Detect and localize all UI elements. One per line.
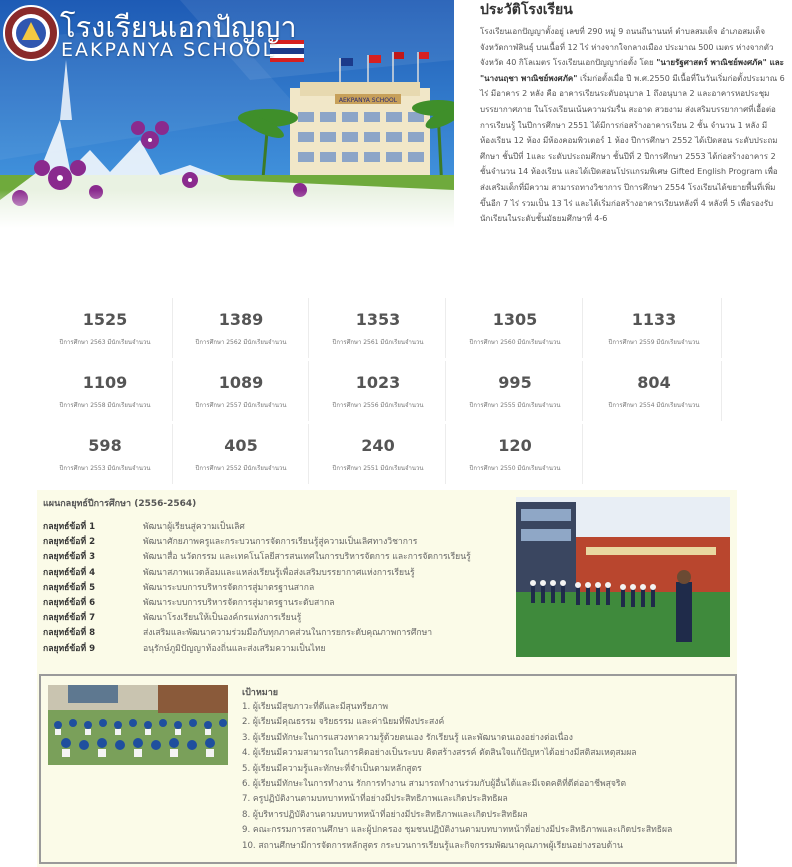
goal-item: 8. ผู้บริหารปฏิบัติงานตามบทบาทหน้าที่อย่างมีประสิทธิภาพและเกิดประสิทธิผล xyxy=(242,809,528,820)
student-count-card xyxy=(174,424,309,484)
strategy-item-number: กลยุทธ์ข้อที่ 5 xyxy=(43,582,96,593)
student-count-card xyxy=(38,361,173,421)
student-count-number: 240 xyxy=(361,436,395,455)
goal-item: 5. ผู้เรียนมีความรู้และทักษะที่จำเป็นตามหลักสูตร xyxy=(242,763,422,774)
strategy-item-text: อนุรักษ์ภูมิปัญญาท้องถิ่นและส่งเสริมความเป็นไทย xyxy=(143,643,326,654)
student-count-card xyxy=(38,298,173,358)
strategy-title: แผนกลยุทธ์ปีการศึกษา (2556-2564) xyxy=(43,499,197,509)
student-count-number: 1133 xyxy=(631,310,677,329)
student-count-card xyxy=(311,361,446,421)
strategy-item xyxy=(43,535,417,549)
student-count-label: ปีการศึกษา 2562 มีนักเรียนจำนวน xyxy=(195,339,287,346)
school-name-english: EAKPANYA SCHOOL xyxy=(61,39,276,61)
goal-item: 3. ผู้เรียนมีทักษะในการแสวงหาความรู้ด้วยตนเอง รักเรียนรู้ และพัฒนาตนเองอย่างต่อเนื่อง xyxy=(242,732,573,743)
goal-item: 7. ครูปฏิบัติงานตามบทบาทหน้าที่อย่างมีประสิทธิภาพและเกิดประสิทธิผล xyxy=(242,794,508,805)
student-count-number: 995 xyxy=(498,373,532,392)
student-count-number: 1023 xyxy=(355,373,401,392)
student-count-number: 1305 xyxy=(492,310,538,329)
strategy-item-text: พัฒนาโรงเรียนให้เป็นองค์กรแห่งการเรียนรู้ xyxy=(143,613,302,624)
student-count-number: 1525 xyxy=(82,310,128,329)
student-count-card xyxy=(448,424,583,484)
student-count-number: 1109 xyxy=(82,373,128,392)
student-count-label: ปีการศึกษา 2559 มีนักเรียนจำนวน xyxy=(608,339,700,346)
student-count-label: ปีการศึกษา 2550 มีนักเรียนจำนวน xyxy=(469,465,561,472)
student-count-label: ปีการศึกษา 2553 มีนักเรียนจำนวน xyxy=(59,465,151,472)
goal-item: 9. คณะกรรมการสถานศึกษา และผู้ปกครอง ชุมชนปฏิบัติงานตามบทบาทหน้าที่อย่างมีประสิทธิภาพและเกิดประสิทธิผล xyxy=(242,825,673,836)
student-count-number: 598 xyxy=(88,436,122,455)
strategy-item-text: พัฒนาผู้เรียนสู่ความเป็นเลิศ xyxy=(143,522,245,532)
strategy-item-text: พัฒนาระบบการบริหารจัดการสู่มาตรฐานระดับสากล xyxy=(143,598,335,608)
student-count-number: 1389 xyxy=(218,310,264,329)
strategy-item-number: กลยุทธ์ข้อที่ 7 xyxy=(43,613,96,624)
history-section xyxy=(480,0,786,227)
student-count-card xyxy=(448,298,583,358)
student-count-number: 120 xyxy=(498,436,532,455)
students-photo xyxy=(48,685,228,765)
building-sign: AEKPANYA SCHOOL xyxy=(338,97,398,104)
assembly-photo xyxy=(516,497,730,657)
strategy-item-number: กลยุทธ์ข้อที่ 9 xyxy=(43,643,96,654)
goal-item: 4. ผู้เรียนมีความสามารถในการคิดอย่างเป็นระบบ คิดสร้างสรรค์ ตัดสินใจแก้ปัญหาได้อย่างมีสติสมเหตุสมผล xyxy=(242,748,637,759)
strategy-item xyxy=(43,520,245,534)
goals-frame xyxy=(39,674,737,864)
strategy-item-number: กลยุทธ์ข้อที่ 2 xyxy=(43,537,96,548)
strategy-item xyxy=(43,596,335,610)
strategy-item xyxy=(43,626,432,640)
student-count-label: ปีการศึกษา 2556 มีนักเรียนจำนวน xyxy=(332,402,424,409)
strategy-item xyxy=(43,566,415,580)
history-title: ประวัติโรงเรียน xyxy=(480,2,573,18)
student-count-card xyxy=(38,424,173,484)
goal-item: 10. สถานศึกษามีการจัดการหลักสูตร กระบวนการเรียนรู้และกิจกรรมพัฒนาคุณภาพผู้เรียนอย่างรอบด้าน xyxy=(242,840,623,851)
student-count-card xyxy=(174,298,309,358)
student-count-label: ปีการศึกษา 2555 มีนักเรียนจำนวน xyxy=(469,402,561,409)
student-count-number: 405 xyxy=(224,436,258,455)
student-count-label: ปีการศึกษา 2563 มีนักเรียนจำนวน xyxy=(59,339,151,346)
goal-item: 2. ผู้เรียนมีคุณธรรม จริยธรรม และค่านิยมที่พึงประสงค์ xyxy=(242,717,445,728)
student-count-label: ปีการศึกษา 2554 มีนักเรียนจำนวน xyxy=(608,402,700,409)
student-count-number: 1353 xyxy=(355,310,401,329)
strategy-item xyxy=(43,581,314,595)
student-count-number: 804 xyxy=(637,373,671,392)
goal-item: 6. ผู้เรียนมีทักษะในการทำงาน รักการทำงาน สามารถทำงานร่วมกับผู้อื่นได้และมีเจตคติที่ดีต่ออาชีพสุจริต xyxy=(242,779,627,789)
strategy-item-number: กลยุทธ์ข้อที่ 8 xyxy=(43,628,96,639)
strategy-item-number: กลยุทธ์ข้อที่ 4 xyxy=(43,567,96,578)
student-count-card xyxy=(311,298,446,358)
goal-item: 1. ผู้เรียนมีสุขภาวะที่ดีและมีสุนทรียภาพ xyxy=(242,702,389,712)
history-founders: "นายรัฐศาสตร์ พาณิชย์พงศภัค" และ "นางนฤชา พาณิชย์พงศภัค" xyxy=(480,58,784,83)
strategy-item-text: พัฒนาระบบการบริหารจัดการสู่มาตรฐานสากล xyxy=(143,582,315,593)
history-text xyxy=(480,24,786,227)
student-count-card xyxy=(587,298,722,358)
strategy-item-text: พัฒนาสภาพแวดล้อมและแหล่งเรียนรู้เพื่อส่งเสริมบรรยากาศแห่งการเรียนรู้ xyxy=(143,567,415,578)
student-count-label: ปีการศึกษา 2560 มีนักเรียนจำนวน xyxy=(469,339,561,346)
student-count-label: ปีการศึกษา 2558 มีนักเรียนจำนวน xyxy=(59,402,151,409)
strategy-item-number: กลยุทธ์ข้อที่ 1 xyxy=(43,522,96,532)
history-text-part-1: โรงเรียนเอกปัญญาตั้งอยู่ เลขที่ 290 หมู่ 9 ถนนถีนานนท์ ตำบลสมเด็จ อำเภอสมเด็จ จังหวัดกาฬสินธุ์ บนเนื้อที่ 12 ไร่ ห่างจากใจกลางเมือง ประมาณ 500 เมตร ห่างจากตัวจังหวัด 40 กิโลเมตร โรงเรียนเอกปัญญาก่อตั้ง โดย xyxy=(480,27,774,68)
student-count-card xyxy=(587,361,722,421)
strategy-item-text: พัฒนาศักยภาพครูและกระบวนการจัดการเรียนรู้สู่ความเป็นเลิศทางวิชาการ xyxy=(143,537,418,548)
strategy-item-number: กลยุทธ์ข้อที่ 3 xyxy=(43,552,96,563)
strategy-item xyxy=(43,611,301,625)
strategy-item xyxy=(43,642,326,656)
history-text-part-2: เริ่มก่อตั้งเมื่อ ปี พ.ศ.2550 มีเนื้อที่ในวันเริ่มก่อตั้งประมาณ 6 ไร่ มีอาคาร 2 หลัง คือ อาคารเรียนระดับอนุบาล 1 ถึงอนุบาล 2 และอาคารหอประชุม บรรยากาศภาย ในโรงเรียนเน้นความร่มรื่น สะอาด สวยงาม ส่งเสริมบรรยากาศที่เอื้อต่อการเรียนรู้ ในปีการศึกษา 2551 ได้มีการก่อสร้างอาคารเรียน 2 ชั้น จำนวน 1 หลัง มีห้องเรียน 12 ห้อง มีห้องคอมพิวเตอร์ 1 ห้อง ปีการศึกษา 2552 ได้เปิดสอน ระดับประถมศึกษา ชั้นปีที่ 1และ ระดับประถมศึกษา ชั้นปีที่ 2 ปีการศึกษา 2553 ได้ก่อสร้างอาคาร 2 ชั้นจำนวน 14 ห้องเรียน และได้เปิดสอนโปรแกรมพิเศษ Gifted English Program เพื่อส่งเสริมเด็กที่มีความ สามารถทางวิชาการ ปีการศึกษา 2554 โรงเรียนได้ขยายพื้นที่เพิ่มขึ้นอีก 7 ไร่ รวมเป็น 13 ไร่ และได้เริ่มก่อสร้างอาคารเรียนหลังที่ 4 หลังที่ 5 เพื่อรองรับ นักเรียนในระดับชั้นมัธยมศึกษาที่ 4-6 xyxy=(480,73,785,224)
strategy-item-text: พัฒนาสื่อ นวัตกรรม และเทคโนโลยีสารสนเทศในการบริหารจัดการ และการจัดการเรียนรู้ xyxy=(143,552,471,563)
student-count-card xyxy=(174,361,309,421)
strategy-item xyxy=(43,550,471,564)
student-count-label: ปีการศึกษา 2561 มีนักเรียนจำนวน xyxy=(332,339,424,346)
school-banner xyxy=(0,0,454,228)
student-count-label: ปีการศึกษา 2551 มีนักเรียนจำนวน xyxy=(332,465,424,472)
goals-panel xyxy=(37,672,737,867)
strategy-panel xyxy=(37,490,737,672)
student-count-label: ปีการศึกษา 2552 มีนักเรียนจำนวน xyxy=(195,465,287,472)
goals-title: เป้าหมาย xyxy=(242,688,279,698)
school-name-thai: โรงเรียนเอกปัญญา xyxy=(60,10,297,44)
strategy-item-text: ส่งเสริมและพัฒนาความร่วมมือกับทุกภาคส่วนในการยกระดับคุณภาพการศึกษา xyxy=(143,628,433,639)
student-count-card xyxy=(448,361,583,421)
strategy-item-number: กลยุทธ์ข้อที่ 6 xyxy=(43,598,96,608)
student-count-card xyxy=(311,424,446,484)
student-count-label: ปีการศึกษา 2557 มีนักเรียนจำนวน xyxy=(195,402,287,409)
student-count-number: 1089 xyxy=(218,373,264,392)
